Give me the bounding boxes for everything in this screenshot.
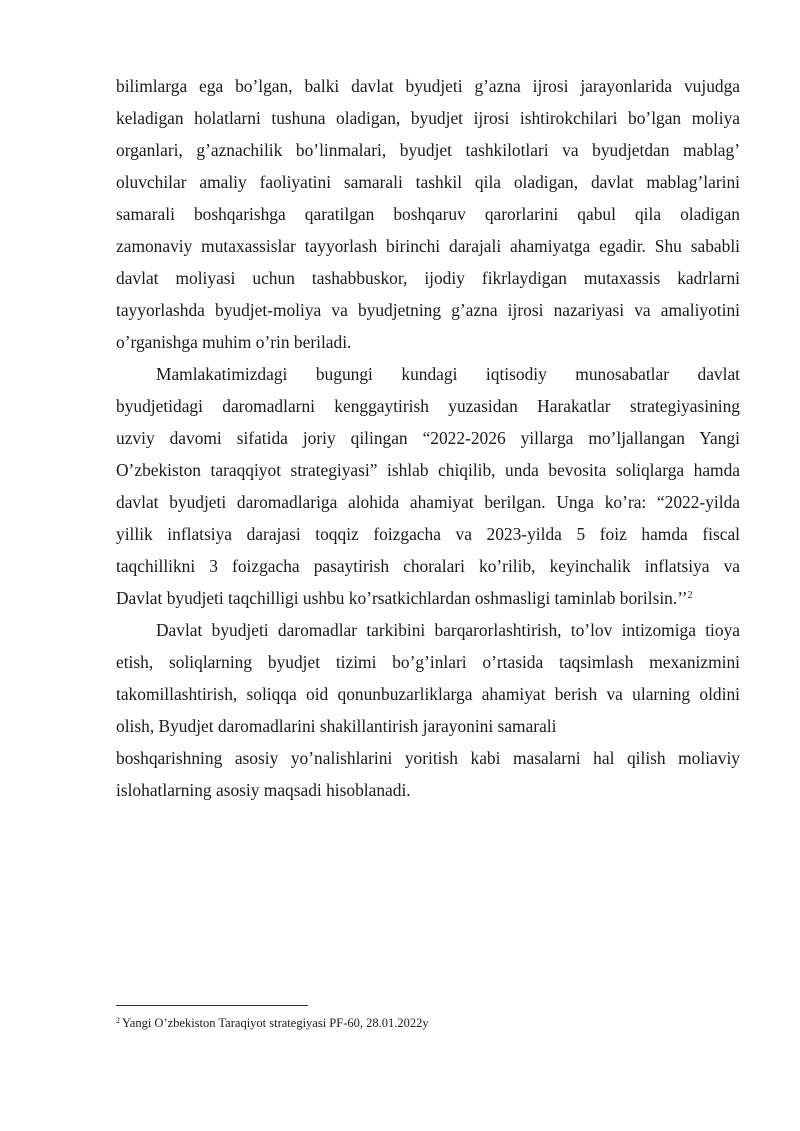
text-line: olish, Byudjet daromadlarini shakillantirish jarayonini samarali — [116, 716, 557, 736]
text-line: davlat byudjeti daromadlariga alohida ahamiyat berilgan. Unga ko’ra: “2022-yilda — [116, 492, 740, 512]
text-line: etish, soliqlarning byudjet tizimi bo’g’inlari o’rtasida taqsimlash mexanizmini — [116, 652, 740, 672]
text-line: keladigan holatlarni tushuna oladigan, byudjet ijrosi ishtirokchilari bo’lgan moliya — [116, 108, 740, 128]
footnote-reference[interactable]: 2 — [687, 590, 693, 601]
paragraph-3 — [116, 614, 740, 806]
text-line: davlat moliyasi uchun tashabbuskor, ijodiy fikrlaydigan mutaxassis kadrlarni — [116, 268, 740, 288]
text-line-content: Davlat byudjeti taqchilligi ushbu ko’rsatkichlardan oshmasligi taminlab borilsin.’’ — [116, 588, 688, 608]
text-line: o’rganishga muhim o’rin beriladi. — [116, 332, 352, 352]
text-line: Mamlakatimizdagi bugungi kundagi iqtisodiy munosabatlar davlat — [156, 364, 740, 384]
text-line: boshqarishning asosiy yo’nalishlarini yoritish kabi masalarni hal qilish moliaviy — [116, 748, 740, 768]
text-line: uzviy davomi sifatida joriy qilingan “2022-2026 yillarga mo’ljallangan Yangi — [116, 428, 740, 448]
text-line: samarali boshqarishga qaratilgan boshqaruv qarorlarini qabul qila oladigan — [116, 204, 740, 224]
text-line: oluvchilar amaliy faoliyatini samarali tashkil qila oladigan, davlat mablag’larini — [116, 172, 740, 192]
footnote-text: Yangi O’zbekiston Taraqiyot strategiyasi PF-60, 28.01.2022y — [122, 1016, 429, 1030]
paragraph-1 — [116, 70, 740, 358]
text-line: O’zbekiston taraqqiyot strategiyasi” ishlab chiqilib, unda bevosita soliqlarga hamda — [116, 460, 740, 480]
text-line: zamonaviy mutaxassislar tayyorlash birinchi darajali ahamiyatga egadir. Shu sababli — [116, 236, 740, 256]
footnote-mark: 2 — [116, 1016, 120, 1025]
text-line: islohatlarning asosiy maqsadi hisoblanadi. — [116, 780, 411, 800]
text-line: takomillashtirish, soliqqa oid qonunbuzarliklarga ahamiyat berish va ularning oldini — [116, 684, 740, 704]
text-line: yillik inflatsiya darajasi toqqiz foizgacha va 2023-yilda 5 foiz hamda fiscal — [116, 524, 740, 544]
text-line: organlari, g’aznachilik bo’linmalari, byudjet tashkilotlari va byudjetdan mablag’ — [116, 140, 740, 160]
footnote — [116, 1013, 429, 1031]
body-text — [116, 70, 740, 806]
text-line: taqchillikni 3 foizgacha pasaytirish choralari ko’rilib, keyinchalik inflatsiya va — [116, 556, 740, 576]
text-line: Davlat byudjeti daromadlar tarkibini barqarorlashtirish, to’lov intizomiga tioya — [156, 620, 740, 640]
footnote-divider — [116, 1005, 308, 1006]
text-line: bilimlarga ega bo’lgan, balki davlat byudjeti g’azna ijrosi jarayonlarida vujudga — [116, 76, 740, 96]
paragraph-2 — [116, 358, 740, 614]
text-line — [116, 582, 740, 614]
text-line: byudjetidagi daromadlarni kenggaytirish yuzasidan Harakatlar strategiyasining — [116, 396, 740, 416]
text-line: tayyorlashda byudjet-moliya va byudjetning g’azna ijrosi nazariyasi va amaliyotini — [116, 300, 740, 320]
